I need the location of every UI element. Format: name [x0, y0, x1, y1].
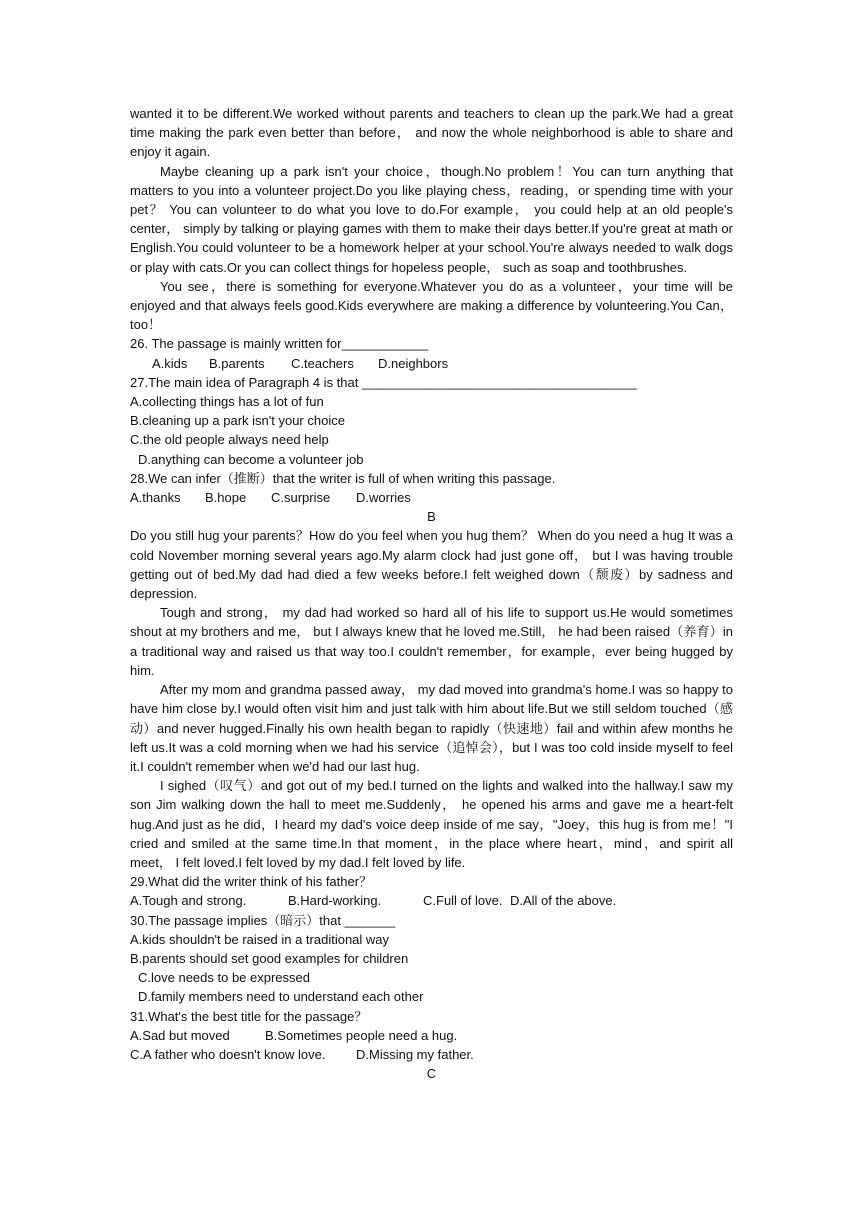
- section-b-heading: B: [427, 509, 436, 525]
- question-31-stem: 31.What's the best title for the passage？: [130, 1008, 368, 1024]
- q28-option-d: D.worries: [356, 490, 411, 506]
- q31-option-d: D.Missing my father.: [356, 1046, 474, 1062]
- document-page: [130, 104, 733, 1083]
- passage-b-paragraph-3: After my mom and grandma passed away， my dad moved into grandma's home.I was so happy to have him close by.I would often visit him and just talk with him about life.But we still seldom touched（感动）and never hugged.Finally his own health began to rapidly（快速地）fail and within afew months he left us.It was a cold morning when we had his service（追悼会），but I was too cold inside myself to feel it.I couldn't remember when we'd had our last hug.: [130, 682, 733, 774]
- question-30-stem: 30.The passage implies（暗示）that _______: [130, 912, 396, 928]
- q30-option-b: B.parents should set good examples for children: [130, 950, 409, 966]
- q26-option-d: D.neighbors: [378, 355, 449, 371]
- q31-option-b: B.Sometimes people need a hug.: [265, 1027, 458, 1043]
- question-31-options-row-1: [130, 1026, 733, 1045]
- question-27-stem: 27.The main idea of Paragraph 4 is that ______________________________________: [130, 374, 637, 390]
- section-c-heading: C: [426, 1066, 437, 1082]
- q29-option-d: D.All of the above.: [510, 893, 617, 909]
- q27-option-a: A.collecting things has a lot of fun: [130, 394, 324, 410]
- question-28-stem: 28.We can infer（推断）that the writer is full of when writing this passage.: [130, 470, 556, 486]
- passage-a-paragraph-1: wanted it to be different.We worked without parents and teachers to clean up the park.We had a great time making the park even better than before， and now the whole neighborhood is able to share and enjoy it again.: [130, 106, 733, 160]
- question-26-stem: 26. The passage is mainly written for____________: [130, 336, 429, 352]
- passage-a-paragraph-3: You see，there is something for everyone.Whatever you do as a volunteer，your time will be enjoyed and that always feels good.Kids everywhere are making a difference by volunteering.You Can，too！: [130, 278, 733, 333]
- q27-option-b: B.cleaning up a park isn't your choice: [130, 413, 345, 429]
- q30-option-c: C.love needs to be expressed: [138, 970, 310, 986]
- question-26-options: [130, 354, 733, 373]
- question-29-options: [130, 891, 733, 910]
- q30-option-a: A.kids shouldn't be raised in a traditional way: [130, 931, 390, 947]
- question-28-options: [130, 488, 733, 507]
- q29-option-c: C.Full of love.: [423, 893, 503, 909]
- q28-option-b: B.hope: [205, 490, 247, 506]
- q30-option-d: D.family members need to understand each other: [138, 989, 424, 1005]
- q29-option-b: B.Hard-working.: [288, 893, 382, 909]
- passage-a-paragraph-2: Maybe cleaning up a park isn't your choice，though.No problem！You can turn anything that matters to you into a volunteer project.Do you like playing chess，reading，or spending time with your pet？ You can volunteer to do what you love to do.For example， you could help at an old people's center， simply by talking or playing games with them to make their days better.If you're great at math or English.You could volunteer to be a homework helper at your school.You're always needed to walk dogs or play with cats.Or you can collect things for hopeless people， such as soap and toothbrushes.: [130, 163, 733, 275]
- q26-option-b: B.parents: [209, 355, 265, 371]
- q27-option-c: C.the old people always need help: [130, 432, 329, 448]
- q28-option-a: A.thanks: [130, 490, 181, 506]
- passage-b-paragraph-2: Tough and strong， my dad had worked so hard all of his life to support us.He would sometimes shout at my brothers and me， but I always knew that he loved me.Still， he had been raised（养育）in a traditional way and raised us that way too.I couldn't remember，for example，ever being hugged by him.: [130, 605, 733, 678]
- passage-b-paragraph-4: I sighed（叹气）and got out of my bed.I turned on the lights and walked into the hallway.I saw my son Jim walking down the hall to meet me.Suddenly， he opened his arms and gave me a heart-felt hug.And just as he did，I heard my dad's voice deep inside of me say，"Joey，this hug is from me！"I cried and smiled at the same time.In that moment，in the place where heart，mind，and spirit all meet， I felt loved.I felt loved by my dad.I felt loved by life.: [130, 778, 733, 870]
- q26-option-c: C.teachers: [291, 355, 354, 371]
- passage-b-paragraph-1: Do you still hug your parents？How do you feel when you hug them？ When do you need a hug It was a cold November morning several years ago.My alarm clock had just gone off， but I was having trouble getting out of bed.My dad had died a few weeks before.I felt weighed down（颓废）by sadness and depression.: [130, 528, 733, 602]
- q31-option-a: A.Sad but moved: [130, 1027, 230, 1043]
- q27-option-d: D.anything can become a volunteer job: [138, 451, 364, 467]
- q28-option-c: C.surprise: [271, 490, 331, 506]
- q26-option-a: A.kids: [152, 355, 188, 371]
- question-31-options-row-2: [130, 1045, 733, 1064]
- q31-option-c: C.A father who doesn't know love.: [130, 1046, 326, 1062]
- q29-option-a: A.Tough and strong.: [130, 893, 247, 909]
- question-29-stem: 29.What did the writer think of his father？: [130, 874, 373, 890]
